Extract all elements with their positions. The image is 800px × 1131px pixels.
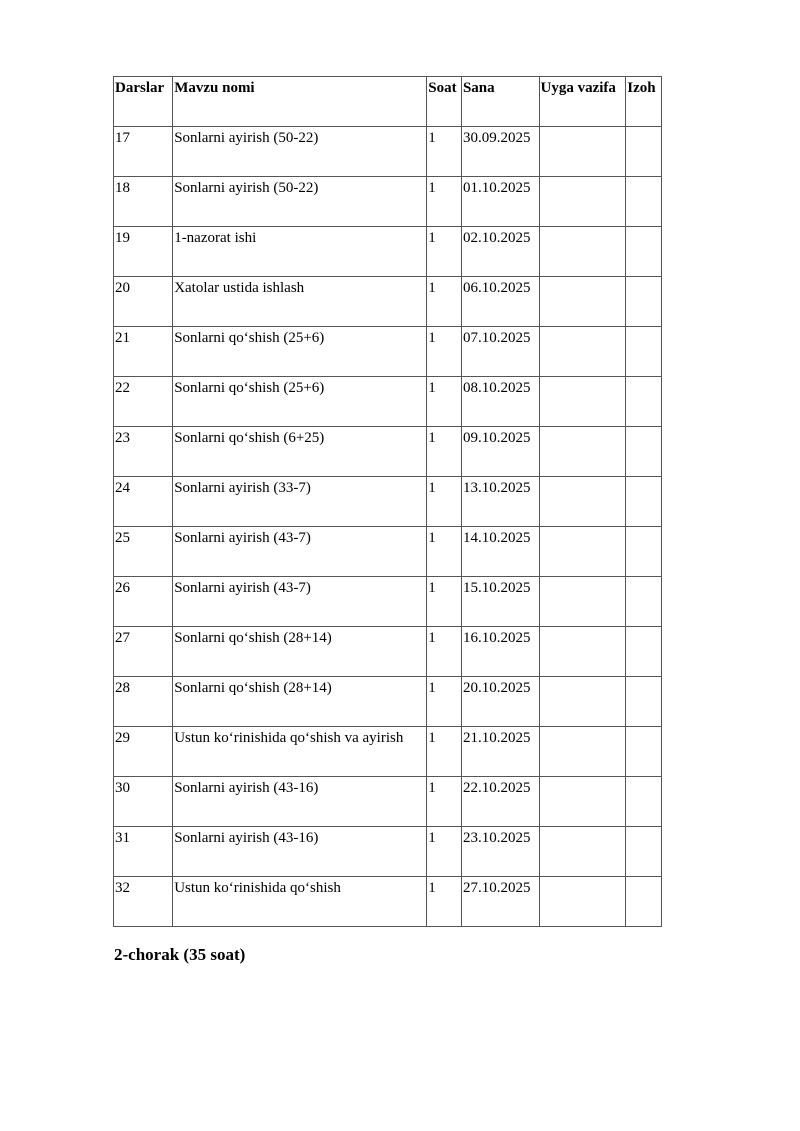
cell-note [626, 727, 662, 777]
cell-date: 06.10.2025 [461, 277, 539, 327]
cell-note [626, 827, 662, 877]
cell-hours: 1 [427, 627, 462, 677]
table-row [114, 677, 662, 727]
cell-date: 01.10.2025 [461, 177, 539, 227]
cell-date: 20.10.2025 [461, 677, 539, 727]
cell-date: 30.09.2025 [461, 127, 539, 177]
cell-lesson: 17 [114, 127, 173, 177]
cell-hours: 1 [427, 577, 462, 627]
cell-date: 13.10.2025 [461, 477, 539, 527]
cell-hours: 1 [427, 527, 462, 577]
table-row [114, 177, 662, 227]
cell-note [626, 627, 662, 677]
cell-lesson: 27 [114, 627, 173, 677]
cell-homework [539, 577, 626, 627]
header-note: Izoh [626, 77, 662, 127]
cell-topic: Xatolar ustida ishlash [173, 277, 427, 327]
cell-homework [539, 427, 626, 477]
header-topic: Mavzu nomi [173, 77, 427, 127]
cell-note [626, 427, 662, 477]
cell-homework [539, 627, 626, 677]
table-header-row [114, 77, 662, 127]
cell-hours: 1 [427, 377, 462, 427]
cell-hours: 1 [427, 277, 462, 327]
cell-topic: Sonlarni qo‘shish (25+6) [173, 377, 427, 427]
cell-topic: Sonlarni ayirish (43-7) [173, 527, 427, 577]
cell-note [626, 677, 662, 727]
cell-homework [539, 377, 626, 427]
cell-lesson: 19 [114, 227, 173, 277]
cell-hours: 1 [427, 427, 462, 477]
cell-lesson: 29 [114, 727, 173, 777]
table-row [114, 127, 662, 177]
cell-date: 14.10.2025 [461, 527, 539, 577]
cell-lesson: 23 [114, 427, 173, 477]
cell-note [626, 377, 662, 427]
cell-note [626, 877, 662, 927]
table-row [114, 777, 662, 827]
header-homework: Uyga vazifa [539, 77, 626, 127]
cell-topic: 1-nazorat ishi [173, 227, 427, 277]
cell-lesson: 21 [114, 327, 173, 377]
cell-date: 09.10.2025 [461, 427, 539, 477]
table-row [114, 327, 662, 377]
cell-date: 15.10.2025 [461, 577, 539, 627]
cell-note [626, 327, 662, 377]
cell-topic: Sonlarni ayirish (50-22) [173, 127, 427, 177]
cell-hours: 1 [427, 877, 462, 927]
cell-topic: Sonlarni qo‘shish (28+14) [173, 677, 427, 727]
cell-note [626, 577, 662, 627]
cell-date: 16.10.2025 [461, 627, 539, 677]
cell-date: 27.10.2025 [461, 877, 539, 927]
table-row [114, 627, 662, 677]
cell-homework [539, 327, 626, 377]
cell-topic: Sonlarni ayirish (50-22) [173, 177, 427, 227]
cell-note [626, 227, 662, 277]
cell-lesson: 18 [114, 177, 173, 227]
cell-date: 22.10.2025 [461, 777, 539, 827]
cell-date: 21.10.2025 [461, 727, 539, 777]
cell-topic: Sonlarni ayirish (43-16) [173, 777, 427, 827]
cell-homework [539, 527, 626, 577]
cell-homework [539, 877, 626, 927]
cell-date: 23.10.2025 [461, 827, 539, 877]
cell-note [626, 477, 662, 527]
header-lesson: Darslar [114, 77, 173, 127]
cell-lesson: 28 [114, 677, 173, 727]
cell-topic: Ustun ko‘rinishida qo‘shish va ayirish [173, 727, 427, 777]
table-row [114, 827, 662, 877]
cell-topic: Sonlarni ayirish (43-7) [173, 577, 427, 627]
table-row [114, 277, 662, 327]
cell-hours: 1 [427, 827, 462, 877]
table-row [114, 427, 662, 477]
cell-lesson: 25 [114, 527, 173, 577]
cell-lesson: 32 [114, 877, 173, 927]
header-date: Sana [461, 77, 539, 127]
cell-hours: 1 [427, 677, 462, 727]
cell-topic: Ustun ko‘rinishida qo‘shish [173, 877, 427, 927]
cell-lesson: 24 [114, 477, 173, 527]
cell-lesson: 20 [114, 277, 173, 327]
cell-note [626, 177, 662, 227]
table-body [114, 127, 662, 927]
cell-homework [539, 727, 626, 777]
cell-hours: 1 [427, 227, 462, 277]
cell-homework [539, 777, 626, 827]
cell-lesson: 22 [114, 377, 173, 427]
cell-note [626, 127, 662, 177]
cell-note [626, 527, 662, 577]
table-row [114, 227, 662, 277]
table-row [114, 577, 662, 627]
cell-topic: Sonlarni qo‘shish (25+6) [173, 327, 427, 377]
cell-homework [539, 827, 626, 877]
table-row [114, 877, 662, 927]
cell-hours: 1 [427, 727, 462, 777]
cell-homework [539, 477, 626, 527]
cell-topic: Sonlarni qo‘shish (28+14) [173, 627, 427, 677]
table-row [114, 527, 662, 577]
section-title: 2-chorak (35 soat) [114, 945, 246, 964]
cell-hours: 1 [427, 477, 462, 527]
cell-note [626, 277, 662, 327]
cell-date: 08.10.2025 [461, 377, 539, 427]
cell-hours: 1 [427, 127, 462, 177]
cell-note [626, 777, 662, 827]
cell-lesson: 31 [114, 827, 173, 877]
cell-topic: Sonlarni qo‘shish (6+25) [173, 427, 427, 477]
cell-date: 07.10.2025 [461, 327, 539, 377]
cell-topic: Sonlarni ayirish (33-7) [173, 477, 427, 527]
table-row [114, 477, 662, 527]
lesson-plan-table [113, 76, 662, 927]
cell-hours: 1 [427, 327, 462, 377]
table-row [114, 377, 662, 427]
cell-hours: 1 [427, 777, 462, 827]
cell-homework [539, 127, 626, 177]
cell-homework [539, 227, 626, 277]
cell-topic: Sonlarni ayirish (43-16) [173, 827, 427, 877]
cell-hours: 1 [427, 177, 462, 227]
cell-date: 02.10.2025 [461, 227, 539, 277]
header-hours: Soat [427, 77, 462, 127]
cell-homework [539, 277, 626, 327]
table-row [114, 727, 662, 777]
cell-lesson: 30 [114, 777, 173, 827]
cell-homework [539, 177, 626, 227]
cell-homework [539, 677, 626, 727]
cell-lesson: 26 [114, 577, 173, 627]
